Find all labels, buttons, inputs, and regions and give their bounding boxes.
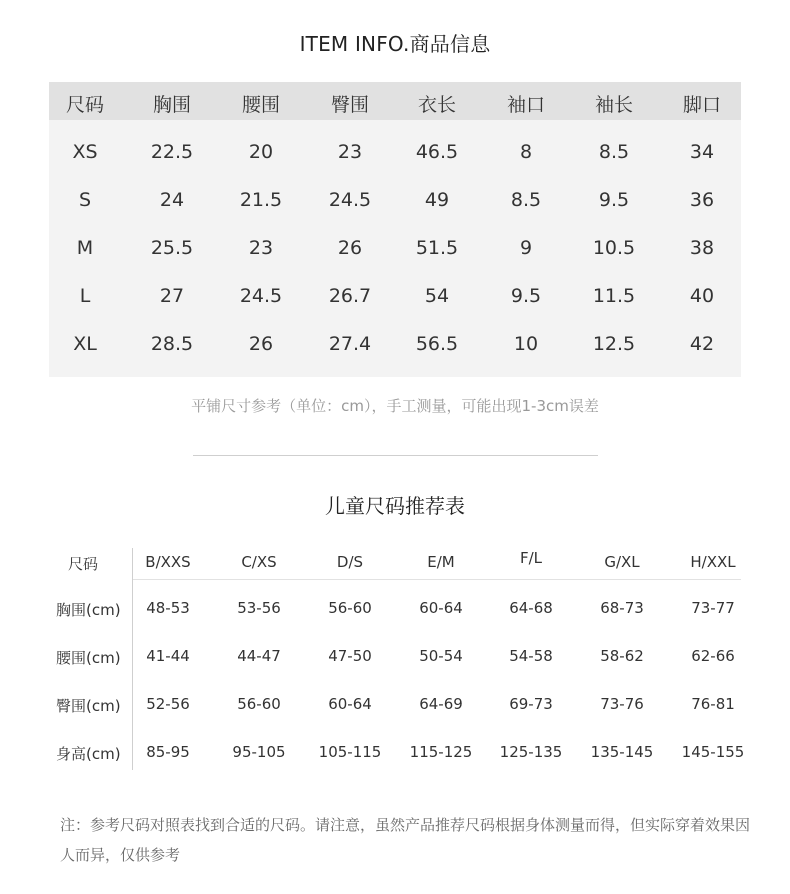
size-value-cell: 24.5 (239, 285, 283, 307)
kids-value-cell: 56-60 (237, 695, 281, 713)
kids-chart-title: 儿童尺码推荐表 (325, 494, 465, 518)
kids-value-cell: 64-69 (419, 695, 463, 713)
kids-value-cell: 56-60 (328, 599, 372, 617)
kids-row-label: 身高(cm) (56, 745, 121, 763)
size-value-cell: 26 (248, 333, 274, 355)
size-value-cell: 27.4 (328, 333, 372, 355)
kids-value-cell: 58-62 (600, 647, 644, 665)
kids-value-cell: 48-53 (146, 599, 190, 617)
kids-value-cell: 73-76 (600, 695, 644, 713)
kids-value-cell: 73-77 (691, 599, 735, 617)
size-value-cell: 54 (424, 285, 450, 307)
kids-size-header: H/XXL (690, 553, 736, 571)
size-table-header (49, 82, 741, 120)
size-value-cell: 20 (248, 141, 274, 163)
kids-value-cell: 145-155 (681, 743, 745, 761)
size-value-cell: 40 (689, 285, 715, 307)
kids-value-cell: 62-66 (691, 647, 735, 665)
kids-value-cell: 44-47 (237, 647, 281, 665)
size-value-cell: 23 (248, 237, 274, 259)
size-label-cell: M (76, 237, 94, 259)
size-value-cell: 10 (513, 333, 539, 355)
kids-value-cell: 53-56 (237, 599, 281, 617)
kids-value-cell: 69-73 (509, 695, 553, 713)
size-label-cell: S (78, 189, 92, 211)
kids-size-header: B/XXS (145, 553, 191, 571)
size-header-cell: 尺码 (65, 94, 104, 116)
kids-value-cell: 135-145 (590, 743, 654, 761)
size-value-cell: 46.5 (415, 141, 459, 163)
kids-row-label: 腰围(cm) (56, 649, 121, 667)
size-value-cell: 9.5 (598, 189, 630, 211)
kids-value-cell: 54-58 (509, 647, 553, 665)
item-info-title: ITEM INFO.商品信息 (299, 32, 491, 56)
kids-value-cell: 115-125 (409, 743, 473, 761)
size-value-cell: 34 (689, 141, 715, 163)
size-value-cell: 23 (337, 141, 363, 163)
kids-header-label: 尺码 (68, 555, 99, 573)
size-header-cell: 腰围 (241, 94, 280, 116)
size-header-cell: 袖口 (506, 94, 545, 116)
kids-value-cell: 64-68 (509, 599, 553, 617)
size-value-cell: 24.5 (328, 189, 372, 211)
size-header-cell: 胸围 (152, 94, 191, 116)
kids-size-header: F/L (519, 549, 543, 567)
kids-size-header: E/M (427, 553, 455, 571)
size-value-cell: 9.5 (510, 285, 542, 307)
kids-value-cell: 52-56 (146, 695, 190, 713)
size-value-cell: 42 (689, 333, 715, 355)
size-value-cell: 27 (159, 285, 185, 307)
size-value-cell: 56.5 (415, 333, 459, 355)
size-value-cell: 26.7 (328, 285, 372, 307)
kids-value-cell: 50-54 (419, 647, 463, 665)
kids-size-table (0, 540, 790, 780)
size-value-cell: 51.5 (415, 237, 459, 259)
size-label-cell: XL (73, 333, 97, 355)
kids-size-header: C/XS (241, 553, 277, 571)
kids-value-cell: 41-44 (146, 647, 190, 665)
kids-value-cell: 47-50 (328, 647, 372, 665)
size-value-cell: 8.5 (510, 189, 542, 211)
kids-value-cell: 68-73 (600, 599, 644, 617)
kids-table-header-rule (133, 579, 741, 580)
size-value-cell: 38 (689, 237, 715, 259)
size-label-cell: XS (72, 141, 98, 163)
size-value-cell: 12.5 (592, 333, 636, 355)
kids-size-header: G/XL (604, 553, 640, 571)
size-value-cell: 11.5 (592, 285, 636, 307)
kids-value-cell: 60-64 (328, 695, 372, 713)
measurement-note: 平铺尺寸参考（单位：cm），手工测量，可能出现1-3cm误差 (191, 397, 599, 415)
size-value-cell: 49 (424, 189, 450, 211)
kids-value-cell: 76-81 (691, 695, 735, 713)
size-label-cell: L (79, 285, 91, 307)
size-value-cell: 28.5 (150, 333, 194, 355)
size-header-cell: 脚口 (682, 94, 721, 116)
size-value-cell: 24 (159, 189, 185, 211)
size-value-cell: 21.5 (239, 189, 283, 211)
size-table (49, 82, 741, 377)
size-header-cell: 袖长 (594, 94, 633, 116)
kids-value-cell: 105-115 (318, 743, 382, 761)
kids-value-cell: 60-64 (419, 599, 463, 617)
size-value-cell: 26 (337, 237, 363, 259)
kids-row-label: 臀围(cm) (56, 697, 121, 715)
size-header-cell: 衣长 (417, 94, 456, 116)
kids-value-cell: 125-135 (499, 743, 563, 761)
kids-value-cell: 95-105 (232, 743, 286, 761)
kids-row-label: 胸围(cm) (56, 601, 121, 619)
size-value-cell: 8 (519, 141, 533, 163)
kids-size-header: D/S (336, 553, 364, 571)
size-value-cell: 10.5 (592, 237, 636, 259)
section-divider (193, 455, 598, 456)
size-value-cell: 22.5 (150, 141, 194, 163)
size-value-cell: 9 (519, 237, 533, 259)
size-value-cell: 8.5 (598, 141, 630, 163)
size-value-cell: 25.5 (150, 237, 194, 259)
size-value-cell: 36 (689, 189, 715, 211)
size-header-cell: 臀围 (330, 94, 369, 116)
kids-chart-note: 注：参考尺码对照表找到合适的尺码。请注意，虽然产品推荐尺码根据身体测量而得，但实际穿着效果因人而异，仅供参考 (60, 816, 751, 864)
kids-value-cell: 85-95 (146, 743, 190, 761)
